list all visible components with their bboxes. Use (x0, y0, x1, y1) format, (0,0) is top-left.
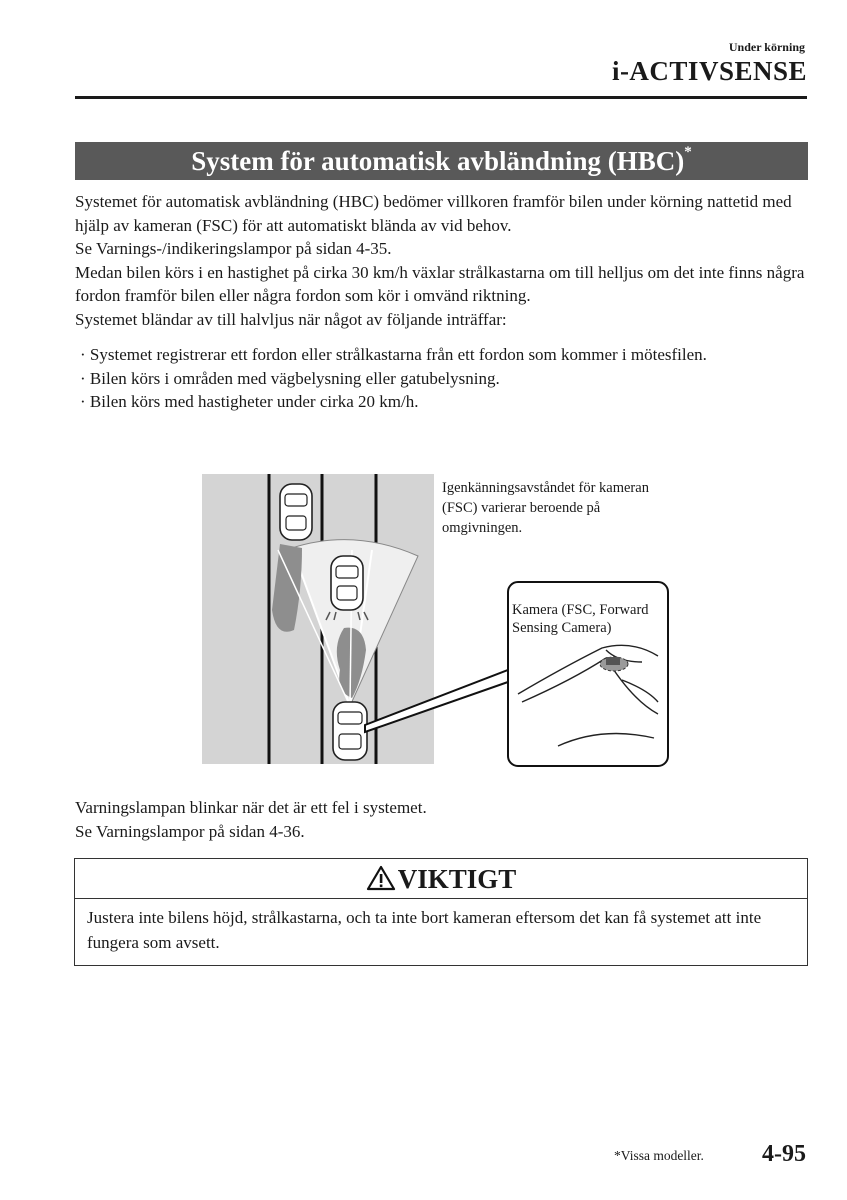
intro-paragraph: Se Varnings-/indikeringslampor på sidan 4-35. (75, 239, 392, 258)
chapter-title: i-ACTIVSENSE (611, 56, 807, 86)
section-label: Under körning (728, 40, 805, 54)
section-title-band (75, 142, 808, 180)
notice-text: Justera inte bilens höjd, strålkastarna, och ta inte bort kameran eftersom det kan få systemet att inte fungera som avsett. (87, 908, 762, 952)
footnote: *Vissa modeller. (614, 1148, 704, 1163)
own-car-icon (333, 702, 367, 760)
intro-paragraph: Medan bilen körs i en hastighet på cirka 30 km/h växlar strålkastarna om till helljus om det inte finns några fordon framför bilen eller några fordon som kör i omvänd riktning. (75, 262, 805, 305)
intro-paragraph: Systemet för automatisk avbländning (HBC) bedömer villkoren framför bilen under körning nattetid med hjälp av kameran (FSC) för att automatiskt blända av vid behov. (75, 192, 792, 235)
paragraph: Varningslampan blinkar när det är ett fel i systemet. (75, 798, 427, 817)
section-title: System för automatisk avbländning (HBC) (191, 146, 685, 176)
warning-triangle-icon (366, 865, 396, 891)
important-notice-box (74, 858, 808, 966)
range-caption: Igenkänningsavståndet för kameran (FSC) varierar beroende på omgivningen. (442, 480, 649, 536)
intro-text (75, 190, 815, 331)
title-footnote-marker: * (684, 144, 692, 160)
notice-header (75, 859, 807, 899)
list-item: · Bilen körs i områden med vägbelysning eller gatubelysning. (80, 368, 500, 388)
camera-lens-icon (606, 657, 620, 665)
list-item: · Bilen körs med hastigheter under cirka 20 km/h. (80, 392, 419, 411)
notice-heading: VIKTIGT (397, 864, 517, 894)
warning-light-text (75, 796, 815, 843)
oncoming-car-icon (280, 484, 312, 540)
camera-caption: Kamera (FSC, Forward Sensing Camera) (512, 602, 649, 636)
condition-list (78, 343, 798, 414)
bullet-marker: · (80, 392, 86, 411)
bullet-marker: · (80, 368, 86, 388)
list-item: · Systemet registrerar ett fordon eller strålkastarna från ett fordon som kommer i mötesfilen. (80, 345, 707, 364)
paragraph: Se Varningslampor på sidan 4-36. (75, 821, 305, 841)
intro-paragraph: Systemet bländar av till halvljus när något av följande inträffar: (75, 309, 507, 329)
bullet-marker: · (80, 345, 86, 364)
page-number: 4-95 (762, 1141, 806, 1167)
header-rule (75, 96, 807, 99)
